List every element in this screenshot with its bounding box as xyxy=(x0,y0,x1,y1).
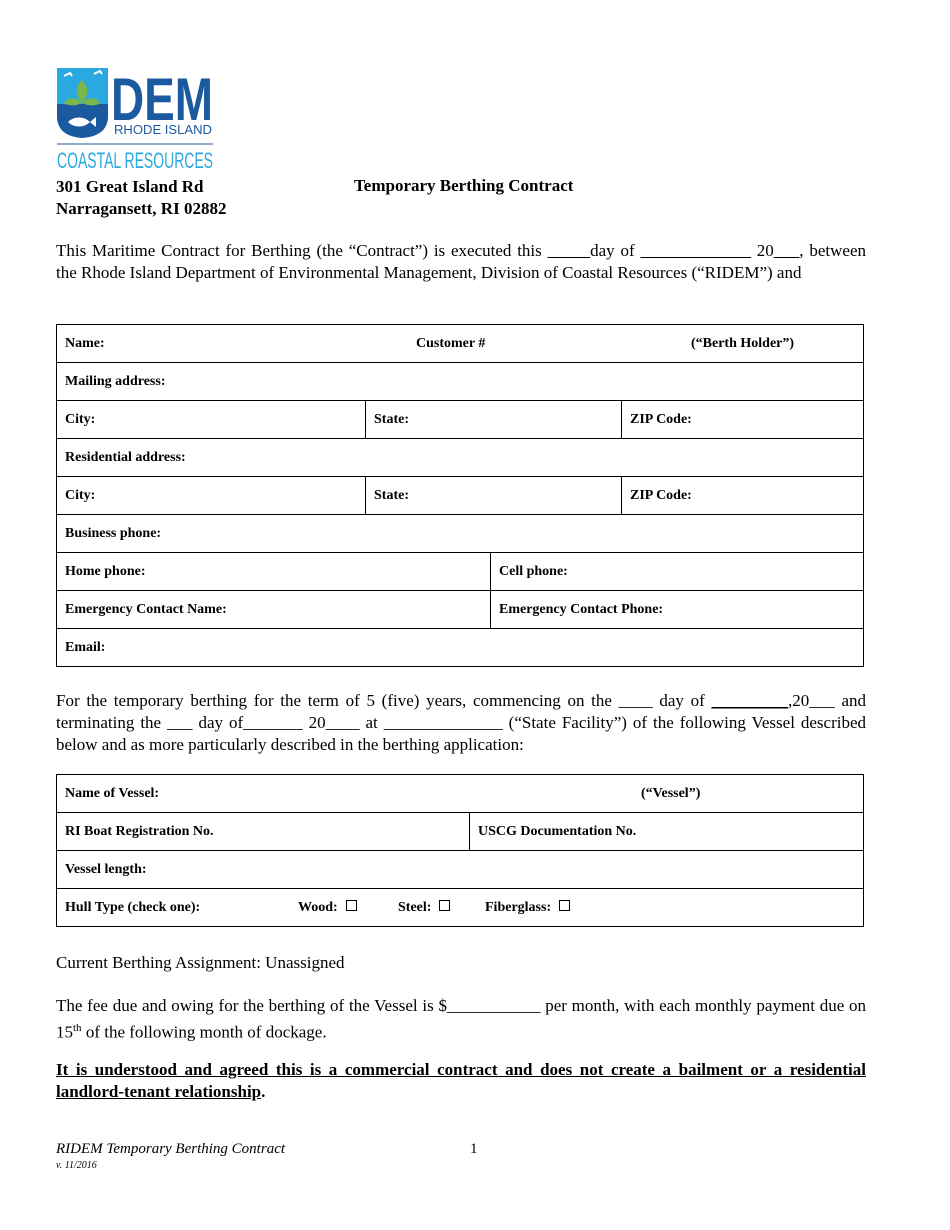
berth-holder-label: (“Berth Holder”) xyxy=(691,336,795,351)
hull-fiberglass-option[interactable] xyxy=(485,900,570,916)
table-row xyxy=(57,325,864,363)
page-number: 1 xyxy=(470,1141,478,1157)
residential-state-field[interactable] xyxy=(366,477,622,515)
intro-part2: day of xyxy=(590,241,641,260)
hull-type-label: Hull Type (check one): xyxy=(65,899,201,915)
fiberglass-label: Fiberglass: xyxy=(485,900,552,915)
fee-part2: of the following month of dockage. xyxy=(81,1022,327,1042)
vessel-name-field[interactable] xyxy=(57,775,864,813)
home-phone-field[interactable] xyxy=(57,553,491,591)
berthing-assignment: Current Berthing Assignment: Unassigned xyxy=(56,953,345,972)
table-row xyxy=(57,363,864,401)
table-row xyxy=(57,477,864,515)
business-phone-field[interactable] xyxy=(57,515,864,553)
email-field[interactable] xyxy=(57,629,864,667)
residential-address-field[interactable] xyxy=(57,439,864,477)
office-address xyxy=(56,176,226,220)
name-field[interactable] xyxy=(57,325,864,363)
hull-wood-option[interactable] xyxy=(298,900,357,916)
state-label: State: xyxy=(374,487,409,503)
home-phone-label: Home phone: xyxy=(65,563,146,579)
vessel-length-label: Vessel length: xyxy=(65,861,147,877)
logo-state-text: RHODE ISLAND xyxy=(114,122,212,137)
fee-superscript: th xyxy=(73,1022,82,1034)
table-row xyxy=(57,889,864,927)
term-paragraph xyxy=(56,690,866,756)
intro-part3: 20 xyxy=(750,241,774,260)
fiberglass-checkbox[interactable] xyxy=(559,900,570,911)
intro-paragraph xyxy=(56,240,866,284)
ri-registration-label: RI Boat Registration No. xyxy=(65,823,214,839)
email-label: Email: xyxy=(65,639,106,655)
steel-label: Steel: xyxy=(398,900,432,915)
wood-checkbox[interactable] xyxy=(346,900,357,911)
city-label: City: xyxy=(65,487,96,503)
footer-document-name: RIDEM Temporary Berthing Contract xyxy=(56,1141,286,1157)
residential-city-field[interactable] xyxy=(57,477,366,515)
vessel-designation-label: (“Vessel”) xyxy=(641,786,701,801)
notice-end: . xyxy=(261,1082,266,1101)
business-phone-label: Business phone: xyxy=(65,525,162,541)
steel-checkbox[interactable] xyxy=(439,900,450,911)
vessel-table xyxy=(56,774,864,927)
table-row xyxy=(57,515,864,553)
logo-division-text: COASTAL RESOURCES xyxy=(57,148,213,173)
zip-label: ZIP Code: xyxy=(630,411,692,427)
emergency-contact-name-label: Emergency Contact Name: xyxy=(65,601,227,617)
zip-label: ZIP Code: xyxy=(630,487,692,503)
intro-day-blank[interactable]: _____ xyxy=(547,241,591,260)
vessel-name-label: Name of Vessel: xyxy=(65,785,160,801)
mailing-city-field[interactable] xyxy=(57,401,366,439)
table-row xyxy=(57,591,864,629)
fee-part1: The fee due and owing for the berthing of the Vessel is $___________ per month, with each monthly payment due on 15 xyxy=(56,996,866,1042)
mailing-zip-field[interactable] xyxy=(622,401,864,439)
cell-phone-field[interactable] xyxy=(491,553,864,591)
mailing-address-field[interactable] xyxy=(57,363,864,401)
emergency-contact-phone-field[interactable] xyxy=(491,591,864,629)
intro-part4: , between the Rhode Island Department of Environmental Management, Division of Coastal Resources (“RIDEM”) and xyxy=(56,241,867,282)
dem-logo-graphic xyxy=(56,66,216,174)
state-label: State: xyxy=(374,411,409,427)
emergency-contact-phone-label: Emergency Contact Phone: xyxy=(499,601,664,617)
customer-number-label: Customer # xyxy=(416,336,486,351)
table-row xyxy=(57,813,864,851)
term-month-blank[interactable]: _________ xyxy=(711,691,788,710)
notice-text: It is understood and agreed this is a commercial contract and does not create a bailment or a residential landlord-tenant relationship xyxy=(56,1060,866,1101)
uscg-documentation-label: USCG Documentation No. xyxy=(478,823,637,839)
vessel-length-field[interactable] xyxy=(57,851,864,889)
hull-steel-option[interactable] xyxy=(398,900,450,916)
uscg-documentation-field[interactable] xyxy=(470,813,864,851)
table-row xyxy=(57,439,864,477)
table-row xyxy=(57,629,864,667)
table-row xyxy=(57,775,864,813)
city-label: City: xyxy=(65,411,96,427)
berth-holder-table xyxy=(56,324,864,667)
commercial-contract-notice xyxy=(56,1059,866,1103)
emergency-contact-name-field[interactable] xyxy=(57,591,491,629)
term-part1: For the temporary berthing for the term of 5 (five) years, commencing on the ____ day of xyxy=(56,691,712,710)
intro-year-blank[interactable]: ___ xyxy=(773,241,800,260)
fee-paragraph xyxy=(56,995,866,1044)
address-line-2: Narragansett, RI 02882 xyxy=(56,199,227,218)
footer-version: v. 11/2016 xyxy=(56,1160,97,1171)
residential-zip-field[interactable] xyxy=(622,477,864,515)
cell-phone-label: Cell phone: xyxy=(499,563,568,579)
wood-label: Wood: xyxy=(298,900,338,915)
table-row xyxy=(57,851,864,889)
ridem-logo xyxy=(56,66,216,174)
mailing-address-label: Mailing address: xyxy=(65,373,166,389)
name-label: Name: xyxy=(65,335,105,351)
logo-dem-text: DEM xyxy=(111,66,213,133)
intro-part1: This Maritime Contract for Berthing (the “Contract”) is executed this xyxy=(56,241,548,260)
hull-type-row xyxy=(57,889,864,927)
address-line-1: 301 Great Island Rd xyxy=(56,177,204,196)
table-row xyxy=(57,553,864,591)
term-part2: ,20___ and terminating the ___ day of_______ 20____ at ______________ (“State Facility”) of the following Vessel described below and as more particularly described in the berthing application: xyxy=(56,691,867,754)
mailing-state-field[interactable] xyxy=(366,401,622,439)
residential-address-label: Residential address: xyxy=(65,449,186,465)
ri-registration-field[interactable] xyxy=(57,813,470,851)
table-row xyxy=(57,401,864,439)
document-title: Temporary Berthing Contract xyxy=(354,176,574,195)
intro-month-blank[interactable]: _____________ xyxy=(640,241,751,260)
